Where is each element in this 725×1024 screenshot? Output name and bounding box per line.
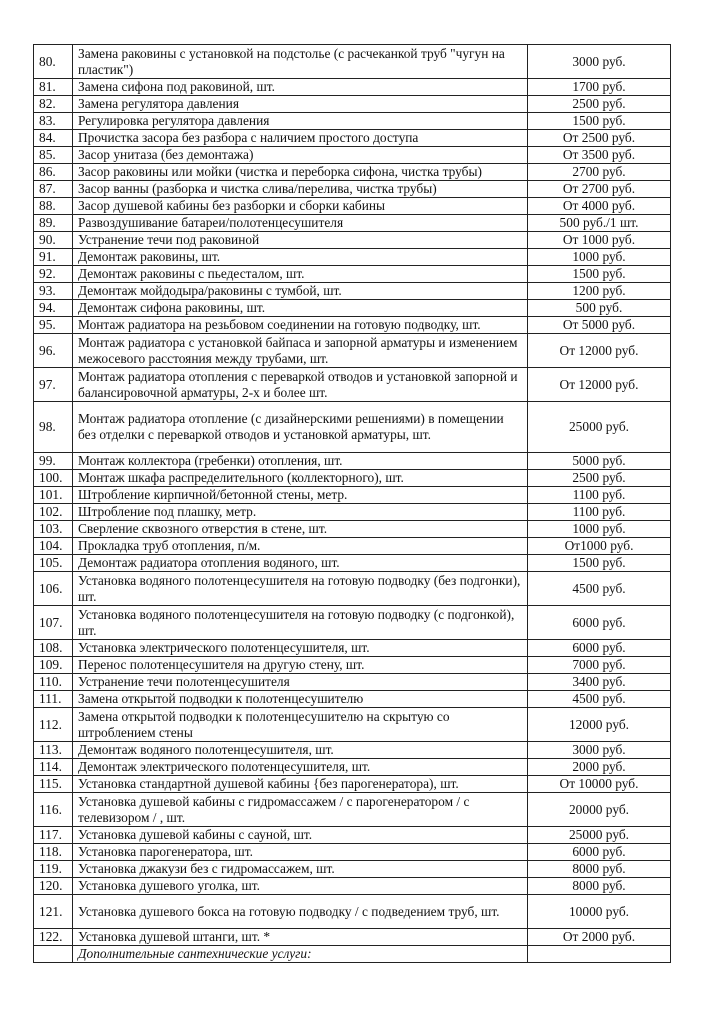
table-row <box>34 79 671 96</box>
service-price: 500 руб./1 шт. <box>528 215 671 232</box>
table-row <box>34 895 671 929</box>
row-number: 108. <box>34 640 73 657</box>
service-description: Установка джакузи без с гидромассажем, шт. <box>73 861 528 878</box>
service-description: Штробление кирпичной/бетонной стены, метр. <box>73 487 528 504</box>
section-footer-row <box>34 946 671 963</box>
row-number: 114. <box>34 759 73 776</box>
table-row <box>34 181 671 198</box>
service-description: Штробление под плашку, метр. <box>73 504 528 521</box>
service-description: Засор раковины или мойки (чистка и переборка сифона, чистка трубы) <box>73 164 528 181</box>
table-row <box>34 776 671 793</box>
row-number: 96. <box>34 334 73 368</box>
service-description: Установка душевой кабины с гидромассажем / с парогенератором / с телевизором / , шт. <box>73 793 528 827</box>
table-row <box>34 45 671 79</box>
service-price: 2500 руб. <box>528 96 671 113</box>
service-description: Установка душевого бокса на готовую подводку / с подведением труб, шт. <box>73 895 528 929</box>
row-number: 100. <box>34 470 73 487</box>
table-row <box>34 708 671 742</box>
service-description: Замена сифона под раковиной, шт. <box>73 79 528 96</box>
service-price: 1100 руб. <box>528 504 671 521</box>
service-price: 25000 руб. <box>528 827 671 844</box>
row-number: 85. <box>34 147 73 164</box>
service-price: 7000 руб. <box>528 657 671 674</box>
service-description: Устранение течи полотенцесушителя <box>73 674 528 691</box>
service-description: Засор ванны (разборка и чистка слива/перелива, чистка трубы) <box>73 181 528 198</box>
service-description: Установка душевой штанги, шт. * <box>73 929 528 946</box>
table-row <box>34 130 671 147</box>
row-number: 112. <box>34 708 73 742</box>
service-price: От 12000 руб. <box>528 368 671 402</box>
table-row <box>34 249 671 266</box>
service-description: Установка электрического полотенцесушителя, шт. <box>73 640 528 657</box>
service-price: От 2000 руб. <box>528 929 671 946</box>
service-price: 10000 руб. <box>528 895 671 929</box>
service-description: Демонтаж электрического полотенцесушителя, шт. <box>73 759 528 776</box>
service-description: Установка душевого уголка, шт. <box>73 878 528 895</box>
service-description: Монтаж радиатора отопление (с дизайнерскими решениями) в помещении без отделки с переваркой отводов и установкой арматуры, шт. <box>73 402 528 453</box>
service-price: 12000 руб. <box>528 708 671 742</box>
table-row <box>34 334 671 368</box>
table-row <box>34 861 671 878</box>
service-price: 1100 руб. <box>528 487 671 504</box>
row-number: 117. <box>34 827 73 844</box>
service-price: 6000 руб. <box>528 844 671 861</box>
service-price: 1500 руб. <box>528 555 671 572</box>
table-row <box>34 521 671 538</box>
table-row <box>34 674 671 691</box>
service-price: От 2500 руб. <box>528 130 671 147</box>
service-price: 2000 руб. <box>528 759 671 776</box>
service-price: 3000 руб. <box>528 45 671 79</box>
service-description: Устранение течи под раковиной <box>73 232 528 249</box>
service-price: 8000 руб. <box>528 861 671 878</box>
service-price: 1000 руб. <box>528 521 671 538</box>
row-number: 118. <box>34 844 73 861</box>
row-number: 99. <box>34 453 73 470</box>
table-row <box>34 317 671 334</box>
service-description: Перенос полотенцесушителя на другую стену, шт. <box>73 657 528 674</box>
table-row <box>34 147 671 164</box>
service-price: 1500 руб. <box>528 266 671 283</box>
row-number: 115. <box>34 776 73 793</box>
table-row <box>34 640 671 657</box>
row-number: 89. <box>34 215 73 232</box>
row-number: 106. <box>34 572 73 606</box>
row-number: 93. <box>34 283 73 300</box>
service-price: 6000 руб. <box>528 640 671 657</box>
service-description: Прочистка засора без разбора с наличием простого доступа <box>73 130 528 147</box>
row-number: 109. <box>34 657 73 674</box>
service-price: 25000 руб. <box>528 402 671 453</box>
service-description: Установка водяного полотенцесушителя на готовую подводку (без подгонки), шт. <box>73 572 528 606</box>
row-number: 122. <box>34 929 73 946</box>
row-number: 107. <box>34 606 73 640</box>
service-price: 4500 руб. <box>528 572 671 606</box>
service-price: 2700 руб. <box>528 164 671 181</box>
table-row <box>34 164 671 181</box>
table-row <box>34 368 671 402</box>
row-number: 87. <box>34 181 73 198</box>
service-price: От 1000 руб. <box>528 232 671 249</box>
row-number: 84. <box>34 130 73 147</box>
service-description: Установка душевой кабины с сауной, шт. <box>73 827 528 844</box>
table-row <box>34 691 671 708</box>
service-price: 1200 руб. <box>528 283 671 300</box>
service-description: Монтаж радиатора на резьбовом соединении на готовую подводку, шт. <box>73 317 528 334</box>
row-number: 120. <box>34 878 73 895</box>
table-row <box>34 402 671 453</box>
service-price: 8000 руб. <box>528 878 671 895</box>
row-number: 91. <box>34 249 73 266</box>
row-number: 105. <box>34 555 73 572</box>
table-row <box>34 300 671 317</box>
service-price: 3000 руб. <box>528 742 671 759</box>
service-price: От1000 руб. <box>528 538 671 555</box>
table-row <box>34 555 671 572</box>
table-row <box>34 538 671 555</box>
service-description: Монтаж радиатора отопления с переваркой отводов и установкой запорной и балансировочной арматуры, 2-х и более шт. <box>73 368 528 402</box>
table-row <box>34 657 671 674</box>
service-price: 1700 руб. <box>528 79 671 96</box>
service-price: От 10000 руб. <box>528 776 671 793</box>
row-number: 90. <box>34 232 73 249</box>
table-row <box>34 470 671 487</box>
service-description: Засор унитаза (без демонтажа) <box>73 147 528 164</box>
table-row <box>34 487 671 504</box>
table-row <box>34 759 671 776</box>
service-description: Установка водяного полотенцесушителя на готовую подводку (с подгонкой), шт. <box>73 606 528 640</box>
service-price: От 3500 руб. <box>528 147 671 164</box>
price-list-body <box>34 45 671 963</box>
service-description: Регулировка регулятора давления <box>73 113 528 130</box>
service-description: Развоздушивание батареи/полотенцесушителя <box>73 215 528 232</box>
row-number: 113. <box>34 742 73 759</box>
table-row <box>34 793 671 827</box>
table-row <box>34 283 671 300</box>
service-price: 3400 руб. <box>528 674 671 691</box>
service-price: 2500 руб. <box>528 470 671 487</box>
table-row <box>34 232 671 249</box>
service-price: 1500 руб. <box>528 113 671 130</box>
row-number: 110. <box>34 674 73 691</box>
table-row <box>34 742 671 759</box>
service-description: Замена открытой подводки к полотенцесушителю на скрытую со штроблением стены <box>73 708 528 742</box>
service-description: Сверление сквозного отверстия в стене, шт. <box>73 521 528 538</box>
row-number: 86. <box>34 164 73 181</box>
table-row <box>34 504 671 521</box>
price-list-table <box>33 44 671 963</box>
service-description: Демонтаж раковины с пьедесталом, шт. <box>73 266 528 283</box>
service-price: 6000 руб. <box>528 606 671 640</box>
row-number: 101. <box>34 487 73 504</box>
service-description: Замена открытой подводки к полотенцесушителю <box>73 691 528 708</box>
table-row <box>34 215 671 232</box>
service-description: Замена раковины с установкой на подстолье (с расчеканкой труб "чугун на пластик") <box>73 45 528 79</box>
row-number: 81. <box>34 79 73 96</box>
table-row <box>34 844 671 861</box>
service-description: Демонтаж радиатора отопления водяного, шт. <box>73 555 528 572</box>
row-number: 111. <box>34 691 73 708</box>
service-description: Засор душевой кабины без разборки и сборки кабины <box>73 198 528 215</box>
row-number: 95. <box>34 317 73 334</box>
row-number: 119. <box>34 861 73 878</box>
service-price: От 12000 руб. <box>528 334 671 368</box>
service-description: Прокладка труб отопления, п/м. <box>73 538 528 555</box>
row-number: 116. <box>34 793 73 827</box>
service-description: Демонтаж водяного полотенцесушителя, шт. <box>73 742 528 759</box>
row-number: 104. <box>34 538 73 555</box>
service-description: Монтаж шкафа распределительного (коллекторного), шт. <box>73 470 528 487</box>
table-row <box>34 96 671 113</box>
service-description: Монтаж радиатора с установкой байпаса и запорной арматуры и изменением межосевого расстояния между трубами, шт. <box>73 334 528 368</box>
row-number: 121. <box>34 895 73 929</box>
service-price: От 5000 руб. <box>528 317 671 334</box>
service-price: 1000 руб. <box>528 249 671 266</box>
row-number: 82. <box>34 96 73 113</box>
table-row <box>34 827 671 844</box>
row-number: 103. <box>34 521 73 538</box>
service-description: Демонтаж раковины, шт. <box>73 249 528 266</box>
service-price: 4500 руб. <box>528 691 671 708</box>
row-number <box>34 946 73 963</box>
table-row <box>34 572 671 606</box>
row-number: 98. <box>34 402 73 453</box>
service-description: Замена регулятора давления <box>73 96 528 113</box>
service-description: Установка парогенератора, шт. <box>73 844 528 861</box>
table-row <box>34 606 671 640</box>
row-number: 92. <box>34 266 73 283</box>
table-row <box>34 266 671 283</box>
service-price: 500 руб. <box>528 300 671 317</box>
table-row <box>34 198 671 215</box>
service-price: 5000 руб. <box>528 453 671 470</box>
table-row <box>34 113 671 130</box>
row-number: 94. <box>34 300 73 317</box>
row-number: 97. <box>34 368 73 402</box>
service-description: Демонтаж мойдодыра/раковины с тумбой, шт. <box>73 283 528 300</box>
row-number: 102. <box>34 504 73 521</box>
service-price <box>528 946 671 963</box>
row-number: 88. <box>34 198 73 215</box>
table-row <box>34 453 671 470</box>
service-description: Демонтаж сифона раковины, шт. <box>73 300 528 317</box>
service-description: Монтаж коллектора (гребенки) отопления, шт. <box>73 453 528 470</box>
row-number: 80. <box>34 45 73 79</box>
table-row <box>34 878 671 895</box>
service-price: 20000 руб. <box>528 793 671 827</box>
service-description: Установка стандартной душевой кабины {без парогенератора), шт. <box>73 776 528 793</box>
table-row <box>34 929 671 946</box>
section-subheading: Дополнительные сантехнические услуги: <box>73 946 528 963</box>
row-number: 83. <box>34 113 73 130</box>
service-price: От 4000 руб. <box>528 198 671 215</box>
service-price: От 2700 руб. <box>528 181 671 198</box>
